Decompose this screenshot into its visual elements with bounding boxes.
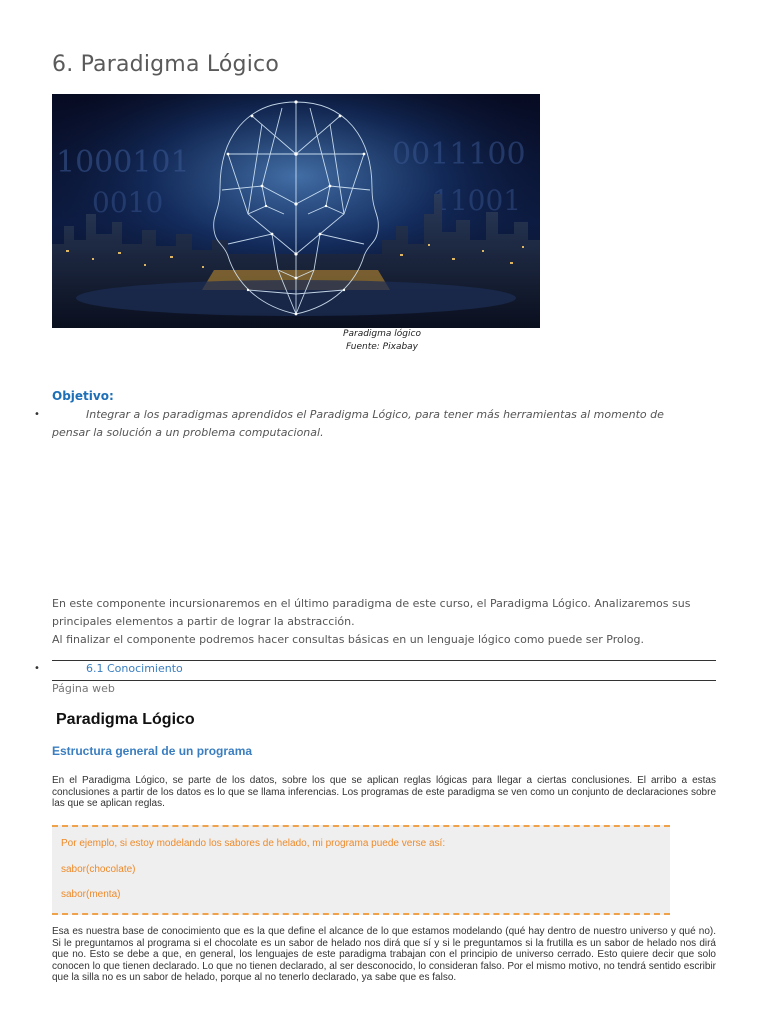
- page-title: 6. Paradigma Lógico: [52, 52, 279, 77]
- hero-image: [52, 94, 540, 328]
- binary-text: 1000101: [56, 145, 190, 180]
- body-paragraph: Esa es nuestra base de conocimiento que es la que define el alcance de lo que estamos modelando (qué hay dentro de nuestro universo y qué no). Si le preguntamos al programa si el chocolate es un sabor de helado nos dirá que sí y si le preguntamos si la frutilla es un sabor de helado nos dirá que no. Esto se debe a que, en general, los lenguajes de este paradigma trabajan con el principio de universo cerrado. Esto quiere decir que solo conocen lo que tienen declarado. Lo que no tienen declarado, al ser desconocido, lo consideran falso. Por el mismo motivo, no tendrá sentido escribir que la silla no es un sabor de helado, porque al no tenerlo declarado, ya sabe que es falso.: [52, 926, 716, 983]
- intro-paragraph: En este componente incursionaremos en el último paradigma de este curso, el Paradigma Lógico. Analizaremos sus principales elementos a partir de lograr la abstracción.: [52, 597, 691, 628]
- intro-paragraph: Al finalizar el componente podremos hacer consultas básicas en un lenguaje lógico como puede ser Prolog.: [52, 633, 644, 646]
- objective-text: Integrar a los paradigmas aprendidos el Paradigma Lógico, para tener más herramientas al momento de pensar la solución a un problema computacional.: [52, 408, 664, 439]
- divider: [52, 680, 716, 681]
- image-caption-title: Paradigma lógico: [343, 329, 421, 339]
- divider: [52, 660, 716, 661]
- intro-text: [52, 595, 720, 649]
- code-line: Por ejemplo, si estoy modelando los sabores de helado, mi programa puede verse así:: [61, 838, 446, 849]
- objective-heading: Objetivo:: [52, 389, 114, 403]
- bullet-icon: •: [34, 409, 40, 420]
- bullet-icon: •: [34, 663, 40, 674]
- toc-link-conocimiento[interactable]: 6.1 Conocimiento: [86, 662, 183, 675]
- code-line: sabor(chocolate): [61, 864, 136, 875]
- binary-text: 0011100: [392, 137, 526, 172]
- section-subtitle: Estructura general de un programa: [52, 744, 253, 758]
- binary-text: 11001: [432, 184, 522, 217]
- binary-text: 0010: [92, 186, 164, 219]
- image-caption-source: Fuente: Pixabay: [345, 342, 419, 352]
- code-line: sabor(menta): [61, 889, 121, 900]
- code-example-box: [52, 825, 670, 915]
- body-paragraph: En el Paradigma Lógico, se parte de los datos, sobre los que se aplican reglas lógicas para llegar a ciertas conclusiones. El arribo a estas conclusiones a partir de los datos es lo que se llama inferencias. Los programas de este paradigma se ven como un conjunto de declaraciones sobre las que se aplican reglas.: [52, 775, 716, 809]
- section-title: Paradigma Lógico: [56, 711, 195, 728]
- web-page-label: Página web: [52, 682, 115, 695]
